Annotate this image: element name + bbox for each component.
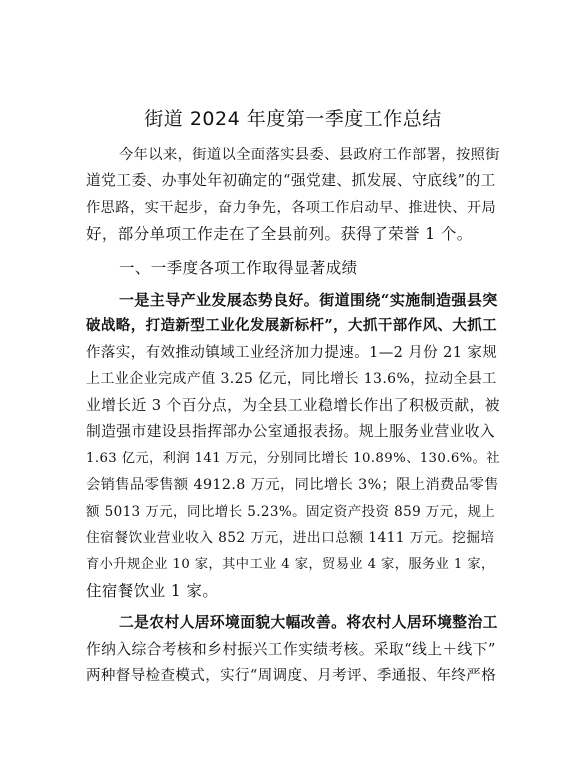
- paragraph-2-line-8: 会销售品零售额 4912.8 万元，同比增长 3%；限上消费品零售: [86, 477, 499, 493]
- paragraph-1-line-1: 今年以来，街道以全面落实县委、县政府工作部署，按照街: [119, 147, 500, 163]
- paragraph-2-line-5: 业增长近 3 个百分点，为全县工业稳增长作出了积极贡献，被: [86, 397, 500, 414]
- paragraph-2-line-2: 破战略，打造新型工业化发展新标杆”，大抓干部作风、大抓工: [86, 317, 498, 334]
- paragraph-2-line-9: 额 5013 万元，同比增长 5.23%。固定资产投资 859 万元，规上: [86, 504, 496, 520]
- document-title: 街道 2024 年度第一季度工作总结: [144, 108, 442, 130]
- paragraph-2-line-11: 育小升规企业 10 家，其中工业 4 家，贸易业 4 家，服务业 1 家，: [86, 557, 495, 572]
- paragraph-2-line-1: 一是主导产业发展态势良好。街道围绕“实施制造强县突: [119, 291, 498, 309]
- paragraph-3-line-2: 作纳入综合考核和乡村振兴工作实绩考核。采取“线上＋线下”: [86, 641, 496, 658]
- paragraph-2-line-10: 住宿餐饮业营业收入 852 万元，进出口总额 1411 万元。挖掘培: [86, 530, 495, 546]
- paragraph-1-line-3: 作思路，实干起步，奋力争先，各项工作启动早、推进快、开局: [86, 200, 497, 216]
- paragraph-2-line-7: 1.63 亿元，利润 141 万元，分别同比增长 10.89%、130.6%。社: [86, 451, 500, 466]
- section-heading-1: 一、一季度各项工作取得显著成绩: [119, 259, 358, 277]
- paragraph-2-line-3: 作落实，有效推动镇域工业经济加力提速。1—2 月份 21 家规: [86, 345, 498, 361]
- paragraph-2-line-12: 住宿餐饮业 1 家。: [86, 582, 219, 600]
- paragraph-1-line-2: 道党工委、办事处年初确定的“强党建、抓发展、守底线”的工: [86, 172, 496, 189]
- paragraph-2-line-6: 制造强市建设县指挥部办公室通报表扬。规上服务业营业收入: [86, 423, 496, 440]
- paragraph-2-line-4: 上工业企业完成产值 3.25 亿元，同比增长 13.6%，拉动全县工: [86, 371, 497, 387]
- paragraph-1-line-4: 好，部分单项工作走在了全县前列。获得了荣誉 1 个。: [86, 225, 473, 243]
- paragraph-3-line-1: 二是农村人居环境面貌大幅改善。将农村人居环境整治工: [119, 614, 498, 631]
- paragraph-3-line-3: 两种督导检查模式，实行“周调度、月考评、季通报、年终严格: [86, 668, 497, 684]
